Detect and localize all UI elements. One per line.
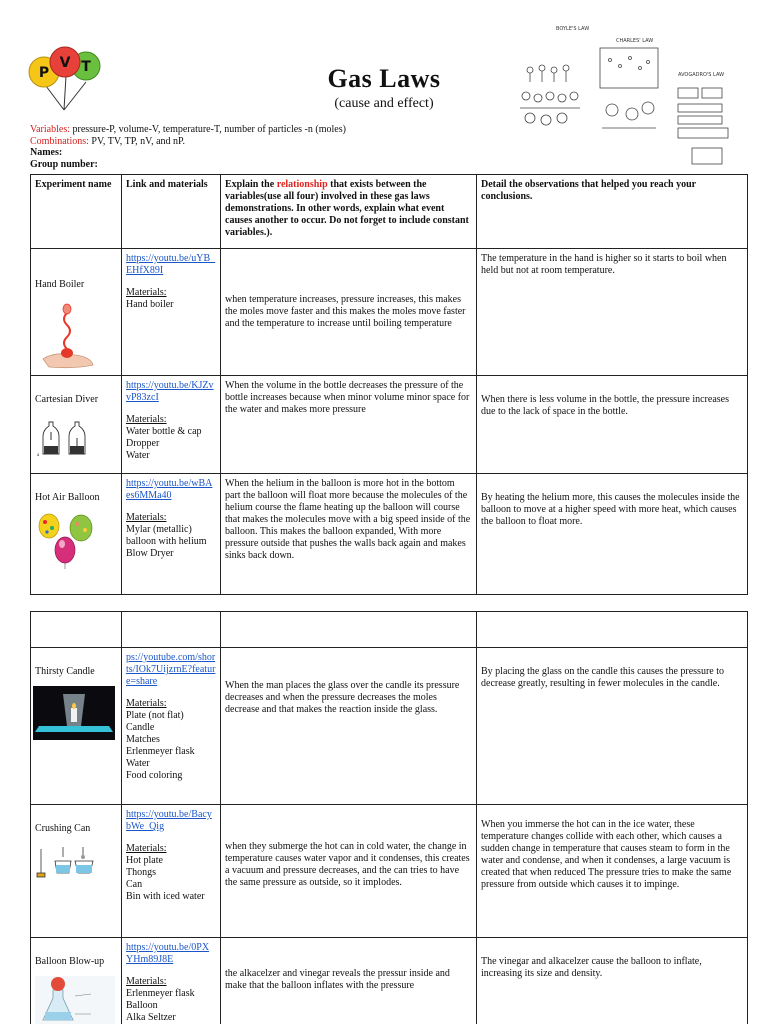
explain-cell: When the helium in the balloon is more hot in the bottom part the balloon will float more because the molecules of the helium course the flame heating up the balloon will course that makes the molecules move with a big speed inside of the balloon. This makes the balloon expanded, With more pressure outside that pushes the walls back again and makes sinks back down. (221, 474, 477, 595)
experiment-name-cell: Thirsty Candle (31, 648, 122, 805)
detail-cell: By heating the helium more, this causes the molecules inside the balloon to move at a higher speed with more heat, which causes the balloon to float more. (477, 474, 748, 595)
table-row (31, 376, 748, 474)
link-materials-cell: https://youtu.be/wBAes6MMa40 Materials: Mylar (metallic) balloon with helium Blow Dryer (122, 474, 221, 595)
detail-cell: The vinegar and alkacelzer cause the balloon to inflate, increasing its size and density. (477, 938, 748, 1024)
detail-cell: When there is less volume in the bottle, the pressure increases due to the lack of space in the bottle. (477, 376, 748, 474)
variables-line: Variables: pressure-P, volume-V, temperature-T, number of particles -n (moles) (30, 124, 346, 135)
svg-text:CHARLES' LAW: CHARLES' LAW (616, 38, 654, 44)
header-experiment-name: Experiment name (31, 175, 122, 249)
table-row (31, 474, 748, 595)
svg-text:a: a (37, 453, 40, 458)
balloons-icon (35, 512, 99, 570)
combinations-line: Combinations: PV, TV, TP, nV, and nP. (30, 135, 185, 147)
header-detail: Detail the observations that helped you reach your conclusions. (477, 175, 748, 249)
experiment-name-cell: Hot Air Balloon (31, 474, 122, 595)
explain-cell: When the man places the glass over the candle its pressure decreases and when the pressure decreases the moles decrease and that makes the reaction inside the glass. (221, 648, 477, 805)
svg-text:V: V (59, 55, 71, 71)
gas-laws-table-1 (30, 174, 748, 595)
explain-cell: When the volume in the bottle decreases the pressure of the bottle increases because when minor volume minor space for the water and makes more pressure (221, 376, 477, 474)
crushing-can-icon (35, 843, 99, 883)
page-title: Gas Laws (327, 64, 441, 93)
explain-cell: the alkacelzer and vinegar reveals the pressur inside and make that the balloon inflates with the pressure (221, 938, 477, 1024)
table-row (31, 938, 748, 1024)
header-link-materials: Link and materials (122, 175, 221, 249)
header-explain: Explain the relationship that exists between the variables(use all four) involved in these gas laws demonstrations. In other words, explain what event causes another to occur. Do not forget to include constant variables.). (221, 175, 477, 249)
video-link[interactable]: ps://youtube.com/shorts/IOk7UijzrnE?feature=share (126, 652, 216, 687)
link-materials-cell: https://youtu.be/KJZvvP83zcI Materials: Water bottle & cap Dropper Water (122, 376, 221, 474)
video-link[interactable]: https://youtu.be/KJZvvP83zcI (126, 380, 214, 403)
experiment-name-cell: Cartesian Diver a (31, 376, 122, 474)
table-row (31, 805, 748, 938)
explain-cell: when they submerge the hot can in cold water, the change in temperature causes water vapor and it condenses, this creates a vacuum and pressure decreases, and the can tries to have the same pressure as outside, so it implodes. (221, 805, 477, 938)
experiment-name-cell: Crushing Can (31, 805, 122, 938)
explain-cell: when temperature increases, pressure increases, this makes the moles move faster and this makes the moles move faster and the temperature to increase until boiling temperature (221, 249, 477, 376)
group-number-line: Group number: (30, 158, 98, 170)
table-row (31, 249, 748, 376)
link-materials-cell: ps://youtube.com/shorts/IOk7UijzrnE?feature=share Materials: Plate (not flat) Candle Matches Erlenmeyer flask Water Food coloring (122, 648, 221, 805)
link-materials-cell: https://youtu.be/uYB_EHfX89I Materials: Hand boiler (122, 249, 221, 376)
svg-text:T: T (81, 59, 91, 75)
experiment-name-cell: Hand Boiler (31, 249, 122, 376)
video-link[interactable]: https://youtu.be/wBAes6MMa40 (126, 478, 213, 501)
table-header-row-empty (31, 612, 748, 648)
video-link[interactable]: https://youtu.be/0PXYHm89J8E (126, 942, 210, 965)
thirsty-candle-photo (33, 686, 115, 740)
svg-text:BOYLE'S LAW: BOYLE'S LAW (556, 26, 590, 32)
page-subtitle: (cause and effect) (334, 96, 434, 111)
link-materials-cell: https://youtu.be/0PXYHm89J8E Materials: Erlenmeyer flask Balloon Alka Seltzer (122, 938, 221, 1024)
gas-laws-table-2 (30, 611, 748, 1024)
cartesian-diver-icon (35, 414, 99, 458)
balloon-blow-up-icon (35, 976, 115, 1024)
meta-info (30, 124, 346, 170)
detail-cell: By placing the glass on the candle this causes the pressure to decrease greatly, resulting in fewer molecules in the candle. (477, 648, 748, 805)
video-link[interactable]: https://youtu.be/uYB_EHfX89I (126, 253, 216, 276)
gas-laws-sketch-image (516, 18, 742, 174)
video-link[interactable]: https://youtu.be/BacybWe_Qig (126, 809, 212, 832)
svg-text:P: P (38, 65, 50, 81)
link-materials-cell: https://youtu.be/BacybWe_Qig Materials: Hot plate Thongs Can Bin with iced water (122, 805, 221, 938)
names-line: Names: (30, 147, 63, 158)
svg-text:AVOGADRO'S LAW: AVOGADRO'S LAW (678, 72, 725, 78)
experiment-name-cell: Balloon Blow-up (31, 938, 122, 1024)
detail-cell: When you immerse the hot can in the ice water, these temperature changes collide with each other, which causes a sudden change in temperature that causes steam to form in the water and condense, and when it condenses, a large vacuum is created that when reduced The pressure tries to make the same pressure from outside which causes it to impinge. (477, 805, 748, 938)
table-header-row (31, 175, 748, 249)
table-row (31, 648, 748, 805)
hand-boiler-icon (35, 299, 97, 371)
detail-cell: The temperature in the hand is higher so it starts to boil when held but not at room temperature. (477, 249, 748, 376)
